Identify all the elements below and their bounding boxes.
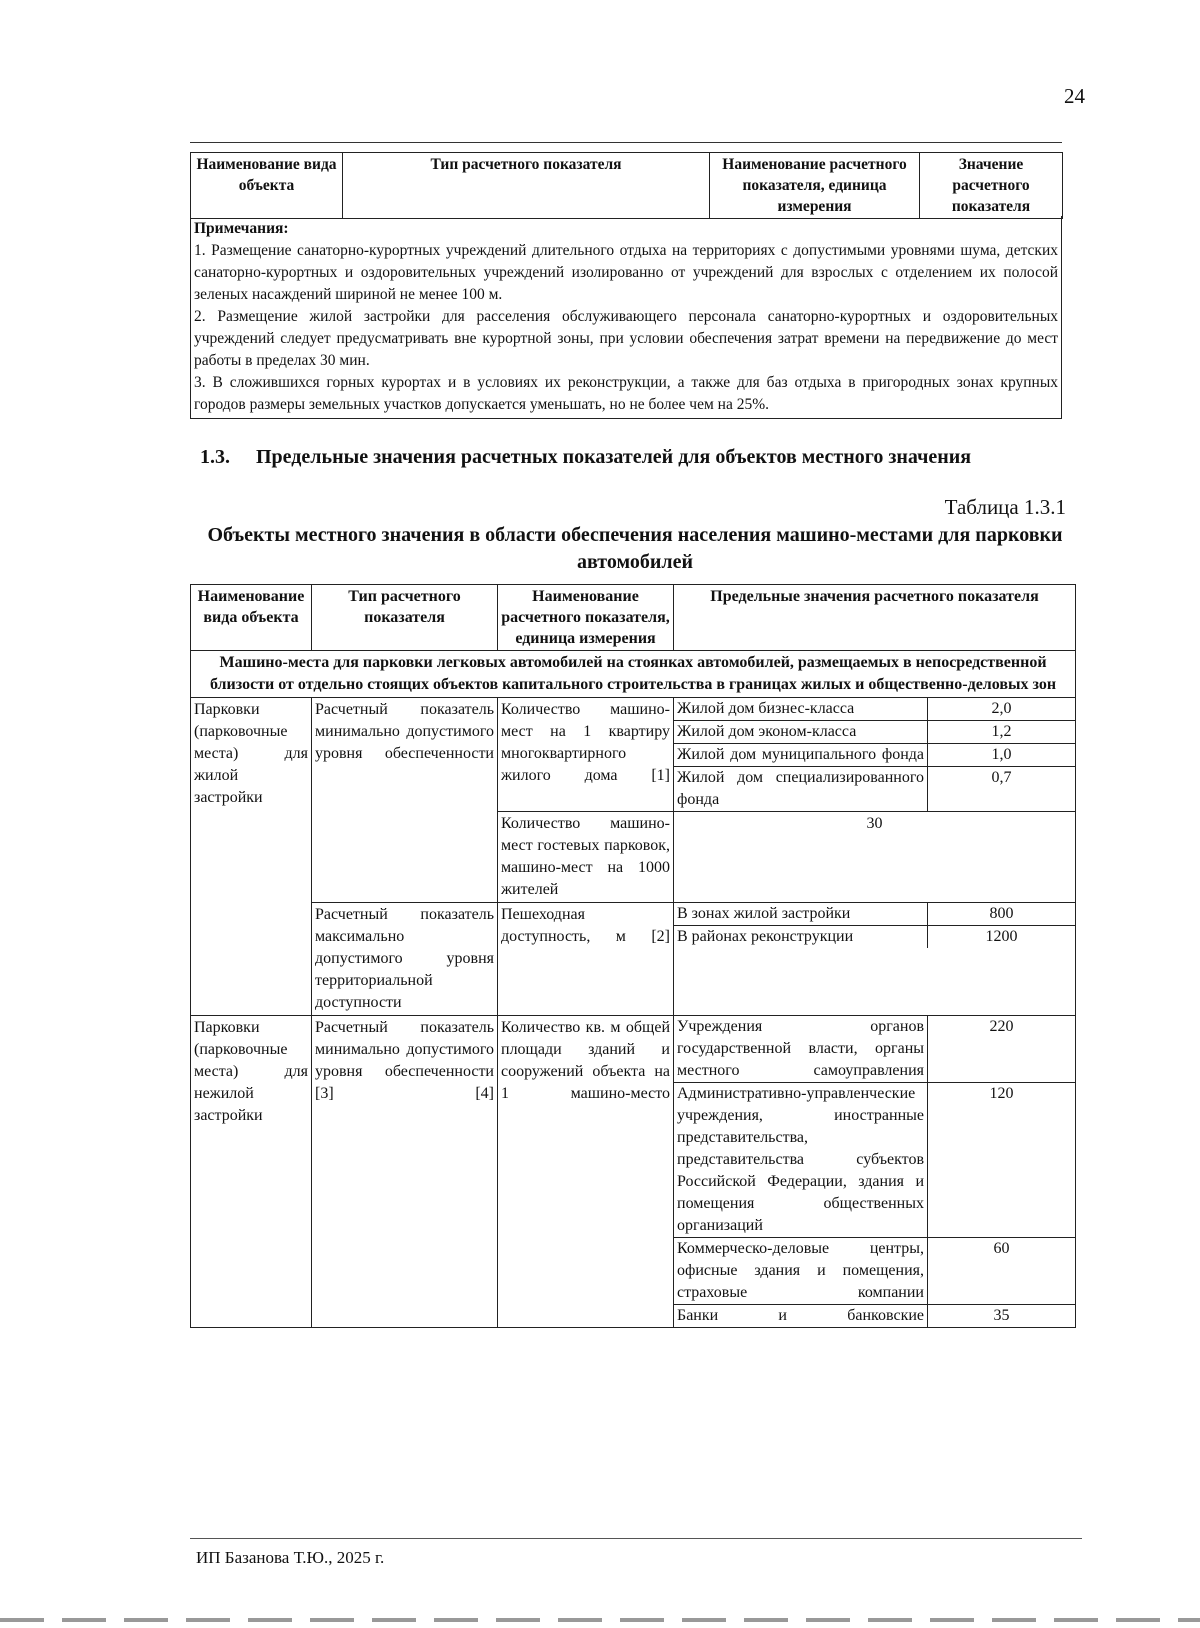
page-edge-dashes <box>0 1618 1200 1622</box>
indicator-nonresidential: Количество кв. м общей площади зданий и сооружений объекта на 1 машино-место <box>498 1016 674 1328</box>
col-header-type: Тип расчетного показателя <box>343 153 710 219</box>
type-min-residential: Расчетный показатель минимально допустимого уровня обеспеченности <box>312 698 498 903</box>
header-rule <box>190 142 1062 143</box>
table-row <box>191 903 1076 1016</box>
apartment-values <box>674 698 1075 811</box>
section-heading <box>200 446 1070 469</box>
value-label: Административно-управленческие учреждения, иностранные представительства, представительства субъектов Российской Федерации, здания и помещения общественных организаций <box>674 1083 928 1238</box>
list-item <box>674 1083 1075 1238</box>
col-header-indicator: Наименование расчетного показателя, единица измерения <box>710 153 920 219</box>
group-row: Машино-места для парковки легковых автомобилей на стоянках автомобилей, размещаемых в непосредственной близости от отдельно стоящих объектов капитального строительства в границах жилых и общественно-деловых зон <box>191 651 1076 698</box>
list-item <box>674 721 1075 744</box>
value-label: В зонах жилой застройки <box>677 905 851 922</box>
footer-text: ИП Базанова Т.Ю., 2025 г. <box>196 1548 385 1567</box>
walk-values <box>674 903 1075 948</box>
value-label: Жилой дом бизнес-класса <box>677 700 855 717</box>
list-item <box>674 698 1075 721</box>
nonresidential-values <box>674 1016 1075 1327</box>
col-header-object: Наименование вида объекта <box>191 585 312 651</box>
value-label: Жилой дом эконом-класса <box>674 721 928 744</box>
continued-table-header <box>190 152 1063 219</box>
section-number: 1.3. <box>200 446 230 468</box>
value-label: Банки и банковские <box>674 1305 928 1328</box>
notes-block <box>190 216 1062 419</box>
note-1: 1. Размещение санаторно-курортных учреждений длительного отдыха на территориях с допустимыми уровнями шума, детских санаторно-курортных и оздоровительных учреждений изолированно от учреждений для взрослых с отделением их полосой зеленых насаждений шириной не менее 100 м. <box>194 242 1058 303</box>
value: 35 <box>928 1305 1076 1328</box>
indicator-guest: Количество машино-мест гостевых парковок, машино-мест на 1000 жителей <box>498 812 674 903</box>
col-header-indicator: Наименование расчетного показателя, единица измерения <box>498 585 674 651</box>
list-item <box>674 1016 1075 1083</box>
type-min-nonresidential: Расчетный показатель минимально допустимого уровня обеспеченности [3] [4] <box>312 1016 498 1328</box>
note-3: 3. В сложившихся горных курортах и в условиях их реконструкции, а также для баз отдыха в пригородных зонах крупных городов размеры земельных участков допускается уменьшать, но не более чем на 25%. <box>194 374 1058 413</box>
value: 1200 <box>928 926 1076 949</box>
value: 220 <box>928 1016 1076 1083</box>
col-header-type: Тип расчетного показателя <box>312 585 498 651</box>
value: 120 <box>928 1083 1076 1238</box>
notes-title: Примечания: <box>194 220 289 237</box>
value: 0,7 <box>928 767 1076 812</box>
table-row <box>191 698 1076 812</box>
col-header-value: Значение расчетного показателя <box>920 153 1063 219</box>
note-2: 2. Размещение жилой застройки для расселения обслуживающего персонала санаторно-курортных и оздоровительных учреждений следует предусматривать вне курортной зоны, при условии обеспечения затрат времени на передвижение до мест работы в пределах 30 мин. <box>194 308 1058 369</box>
footer-rule <box>190 1538 1082 1539</box>
list-item <box>674 1238 1075 1305</box>
indicator-walk: Пешеходная доступность, м [2] <box>498 903 674 1016</box>
value: 2,0 <box>928 698 1076 721</box>
table-title: Объекты местного значения в области обеспечения населения машино-местами для парковки автомобилей <box>207 524 1063 573</box>
table-row <box>191 1016 1076 1328</box>
indicator-apartment: Количество машино-мест на 1 квартиру многоквартирного жилого дома [1] <box>498 698 674 812</box>
value-label: Коммерческо-деловые центры, офисные здания и помещения, страховые компании <box>674 1238 928 1305</box>
value-label: В районах реконструкции <box>674 926 928 949</box>
col-header-object: Наименование вида объекта <box>191 153 343 219</box>
value: 60 <box>928 1238 1076 1305</box>
page-number: 24 <box>1064 84 1085 108</box>
value-label: Учреждения органов государственной власти, органы местного самоуправления <box>677 1018 924 1079</box>
guest-value: 30 <box>674 812 1076 903</box>
value: 800 <box>928 903 1076 926</box>
col-header-limits: Предельные значения расчетного показателя <box>674 585 1076 651</box>
object-residential: Парковки (парковочные места) для жилой застройки <box>191 698 312 1016</box>
type-max-residential: Расчетный показатель максимально допустимого уровня территориальной доступности <box>312 903 498 1016</box>
value-label: Жилой дом специализированного фонда <box>674 767 928 812</box>
list-item <box>674 926 1075 949</box>
value-label: Жилой дом муниципального фонда <box>674 744 928 767</box>
list-item <box>674 767 1075 812</box>
section-title: Предельные значения расчетных показателей для объектов местного значения <box>256 446 972 468</box>
value: 1,2 <box>928 721 1076 744</box>
value: 1,0 <box>928 744 1076 767</box>
parking-table <box>190 584 1076 1328</box>
object-nonresidential: Парковки (парковочные места) для нежилой застройки <box>191 1016 312 1328</box>
list-item <box>674 744 1075 767</box>
list-item <box>674 1305 1075 1328</box>
list-item <box>674 903 1075 926</box>
table-caption: Таблица 1.3.1 <box>944 495 1066 519</box>
